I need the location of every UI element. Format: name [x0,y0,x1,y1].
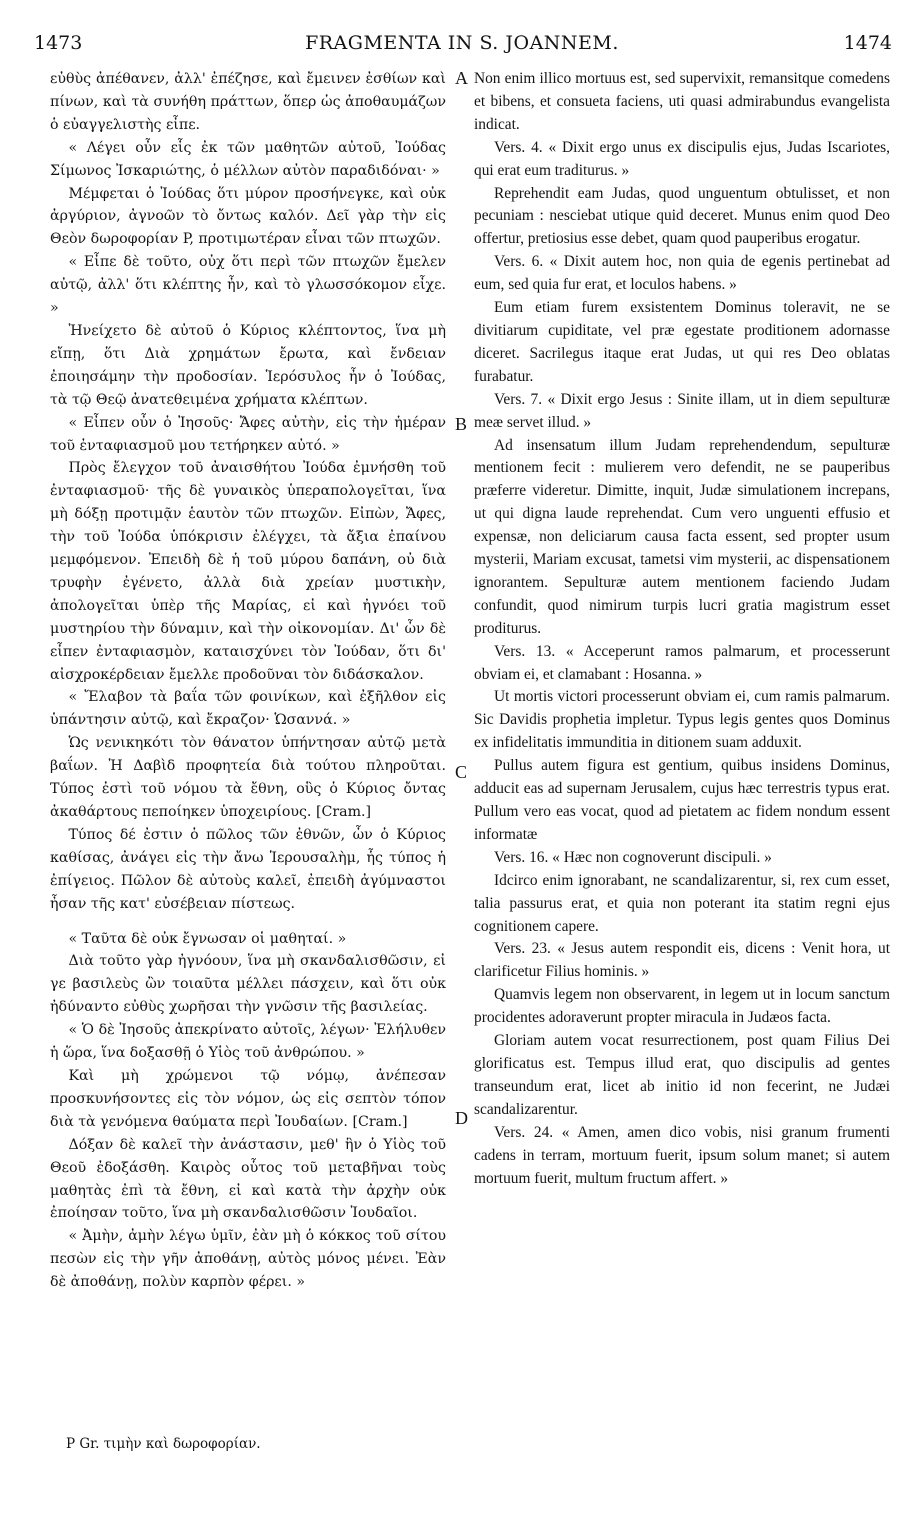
latin-verse: Vers. 23. « Jesus autem respondit eis, dicens : Venit hora, ut clarificetur Filius hominis. » [474,940,890,981]
latin-paragraph: Idcirco enim ignorabant, ne scandalizarentur, si, rex cum esset, talia passurus erat, et quia non poterant ita statim regni ejus cognitionem capere. [474,871,890,935]
latin-paragraph: Quamvis legem non observarent, in legem ut in locum sanctum procidentes adoraverunt propter miracula in Judæos facta. [474,986,890,1027]
greek-paragraph: Μέμφεται ὁ Ἰούδας ὅτι μύρον προσήνεγκε, καὶ οὐκ ἀργύριον, ἀγνοῶν τὸ ὄντως καλόν. Δεῖ γὰρ τὴν εἰς Θεὸν δωροφορίαν P, προτιμωτέραν εἶναι τῶν πτωχῶν. [50,185,446,248]
latin-verse: Vers. 16. « Hæc non cognoverunt discipuli. » [494,848,772,866]
greek-verse: « Λέγει οὖν εἷς ἐκ τῶν μαθητῶν αὐτοῦ, Ἰούδας Σίμωνος Ἰσκαριώτης, ὁ μέλλων αὐτὸν παραδιδόναι· » [50,139,446,179]
greek-column [50,68,446,1294]
latin-paragraph: Reprehendit eam Judas, quod unguentum obtulisset, et non pecuniam : nesciebat utique quid deceret. Munus enim quod Deo offertur, pretiosius esse debet, quam quod pauperibus erogatur. [474,184,890,248]
greek-paragraph: Καὶ μὴ χρώμενοι τῷ νόμῳ, ἀνέπεσαν προσκυνήσοντες εἰς τὸν νόμον, ὡς εἰς σεπτὸν τόπον διὰ τὰ γενόμενα θαύματα περὶ Ἰουδαίων. [Cram.] [50,1067,446,1130]
latin-paragraph: Gloriam autem vocat resurrectionem, post quam Filius Dei glorificatus est. Tempus illud erat, quo discipulis ad gentes transeundum erat, licet ab initio id non fecerint, ne Judæi scandalizarentur. [474,1032,890,1118]
page-number-right: 1474 [843,32,892,54]
latin-paragraph: Pullus autem figura est gentium, quibus insidens Dominus, adducit eas ad supernam Jerusalem, cujus hæc terrestris typus erat. Pullum vero eas vocat, quod ad pietatem ac fidem nondum essent informatæ [474,757,890,843]
latin-verse: Vers. 24. « Amen, amen dico vobis, nisi granum frumenti cadens in terram, mortuum fuerit, ipsum solum manet; si autem mortuum fuerit, multum fructum affert. » [474,1123,890,1187]
page-number-left: 1473 [34,32,83,54]
greek-verse: « Ἀμὴν, ἀμὴν λέγω ὑμῖν, ἐὰν μὴ ὁ κόκκος τοῦ σίτου πεσὼν εἰς τὴν γῆν ἀποθάνῃ, αὐτὸς μόνος μένει. Ἐὰν δὲ ἀποθάνῃ, πολὺν καρπὸν φέρει. » [50,1228,446,1291]
greek-verse: « Εἶπε δὲ τοῦτο, οὐχ ὅτι περὶ τῶν πτωχῶν ἔμελεν αὐτῷ, ἀλλ' ὅτι κλέπτης ἦν, καὶ τὸ γλωσσόκομον εἶχε. » [50,254,446,317]
greek-paragraph: Ὡς νενικηκότι τὸν θάνατον ὑπήντησαν αὐτῷ μετὰ βαΐων. Ἡ Δαβὶδ προφητεία διὰ τούτου πληροῦται. Τύπος ἐστὶ τοῦ νόμου τὰ ἔθνη, οὓς ὁ Κύριος ὄντας ἀκαθάρτους πεποίηκεν ὑποχειρίους. [Cram.] [50,735,446,820]
greek-paragraph: Τύπος δέ ἐστιν ὁ πῶλος τῶν ἐθνῶν, ὧν ὁ Κύριος καθίσας, ἀνάγει εἰς τὴν ἄνω Ἱερουσαλὴμ, ἧς τύπος ἡ ἐπίγειος. Πῶλον δὲ αὐτοὺς καλεῖ, ἐπειδὴ ἀγύμναστοι ἦσαν τῆς κατ' εὐσέβειαν πίστεως. [50,826,446,912]
margin-letter-b: B [455,414,468,434]
latin-paragraph: Ut mortis victori processerunt obviam ei, cum ramis palmarum. Sic Davidis prophetia impletur. Typus legis gentes quos Dominus ex infidelitatis immunditia in ditionem suam adduxit. [474,688,890,752]
margin-letter-a: A [455,68,468,88]
greek-verse: « Ἔλαβον τὰ βαΐα τῶν φοινίκων, καὶ ἐξῆλθον εἰς ὑπάντησιν αὐτῷ, καὶ ἔκραζον· Ὡσαννά. » [50,689,446,729]
margin-letter-c: C [455,762,468,782]
footnote: P Gr. τιμὴν καὶ δωροφορίαν. [66,1436,261,1452]
greek-verse: « Εἶπεν οὖν ὁ Ἰησοῦς· Ἄφες αὐτὴν, εἰς τὴν ἡμέραν τοῦ ἐνταφιασμοῦ μου τετήρηκεν αὐτό. » [50,414,446,454]
greek-paragraph: Δόξαν δὲ καλεῖ τὴν ἀνάστασιν, μεθ' ἣν ὁ Υἱὸς τοῦ Θεοῦ ἐδοξάσθη. Καιρὸς οὗτος τοῦ μεταβῆναι τοὺς μαθητὰς ἐπὶ τὰ ἔθνη, εἰ καὶ κατὰ τὴν ἀρχὴν οὐκ ἐποίησαν τοῦτο, ἵνα μὴ σκανδαλισθῶσιν Ἰουδαῖοι. [50,1136,446,1222]
greek-paragraph: εὐθὺς ἀπέθανεν, ἀλλ' ἐπέζησε, καὶ ἔμεινεν ἐσθίων καὶ πίνων, καὶ τὰ συνήθη πράττων, ὅπερ ὡς ἀποθαυμάζων ὁ εὐαγγελιστὴς εἶπε. [50,71,446,133]
latin-column [474,68,890,1190]
greek-paragraph: Ἠνείχετο δὲ αὐτοῦ ὁ Κύριος κλέπτοντος, ἵνα μὴ εἴπῃ, ὅτι Διὰ χρημάτων ἔρωτα, καὶ ἔνδειαν ἐποιησάμην τὴν προδοσίαν. Ἱερόσυλος ἦν ὁ Ἰούδας, τὰ τῷ Θεῷ ἀνατεθειμένα χρήματα κλέπτων. [50,322,446,408]
running-title: FRAGMENTA IN S. JOANNEM. [305,32,619,54]
greek-paragraph: Διὰ τοῦτο γὰρ ἠγνόουν, ἵνα μὴ σκανδαλισθῶσιν, εἰ γε βασιλεὺς ὢν τοιαῦτα μέλλει πάσχειν, καὶ ὅτι οὐκ ἠδύναντο εὐθὺς χωρῆσαι τὴν γνῶσιν τῆς βασιλείας. [50,953,446,1016]
greek-verse: « Ταῦτα δὲ οὐκ ἔγνωσαν οἱ μαθηταί. » [68,930,347,947]
latin-verse: Vers. 6. « Dixit autem hoc, non quia de egenis pertinebat ad eum, sed quia fur erat, et loculos habens. » [474,253,890,294]
latin-verse: Vers. 13. « Acceperunt ramos palmarum, et processerunt obviam ei, et clamabant : Hosanna. » [474,642,890,683]
greek-paragraph: Πρὸς ἔλεγχον τοῦ ἀναισθήτου Ἰούδα ἐμνήσθη τοῦ ἐνταφιασμοῦ· τῆς δὲ γυναικὸς ὑπεραπολογεῖται, ἵνα μὴ δόξῃ προτιμᾷν ἑαυτὸν τῶν πτωχῶν. Εἰπὼν, Ἄφες, τὴν τοῦ Ἰούδα ὑπόκρισιν ἐλέγχει, τὰ ἄξια ἐπαίνου μεμφόμενον. Ἐπειδὴ δὲ ἡ τοῦ μύρου δαπάνη, οὐ διὰ τρυφὴν ἐγένετο, ἀλλὰ διὰ χρείαν μυστικὴν, ἀπολογεῖται ὑπὲρ τῆς Μαρίας, εἰ καὶ ἠγνόει τοῦ μυστηρίου τὴν δύναμιν, καὶ τὴν οἰκονομίαν. Δι' ὧν δὲ εἶπεν ἐνταφιασμὸν, καταισχύνει τὸν Ἰούδαν, ὅτι δι' αἰσχροκέρδειαν ἔμελλε προδοῦναι τὸν διδάσκαλον. [50,460,446,683]
greek-verse: « Ὁ δὲ Ἰησοῦς ἀπεκρίνατο αὐτοῖς, λέγων· Ἐλήλυθεν ἡ ὥρα, ἵνα δοξασθῇ ὁ Υἱὸς τοῦ ἀνθρώπου. » [50,1022,446,1062]
margin-letter-d: D [455,1108,468,1128]
latin-verse: Vers. 7. « Dixit ergo Jesus : Sinite illam, ut in diem sepulturæ meæ servet illud. » [474,390,890,431]
latin-paragraph: Non enim illico mortuus est, sed supervixit, remansitque comedens et bibens, et consueta faciens, uti quasi admirabundus evangelista indicat. [474,70,890,133]
page-header [0,32,924,58]
latin-verse: Vers. 4. « Dixit ergo unus ex discipulis ejus, Judas Iscariotes, qui erat eum traditurus. » [474,138,890,179]
latin-paragraph: Ad insensatum illum Judam reprehendendum, sepulturæ mentionem fecit : mulierem vero defendit, ne se pauperibus præferre videretur. Dimitte, inquit, Judæ simulationem increpans, ut qui digna laude reprehendat. Cum vero unguenti effusio et expensæ, non deliciarum causa facta essent, sed propter usum mysterii, Mariam excusat, tametsi vim mysterii, ac dispensationem ignorantem. Sepulturæ autem mentionem faciendo Judam confundit, quod nimirum turpis lucri gratia magistrum esset proditurus. [474,436,890,637]
latin-paragraph: Eum etiam furem exsistentem Dominus toleravit, ne se divitiarum cupiditate, vel præ egestate proditionem adornasse diceret. Sacrilegus itaque erat Judas, ut qui res Deo oblatas furabatur. [474,299,890,385]
